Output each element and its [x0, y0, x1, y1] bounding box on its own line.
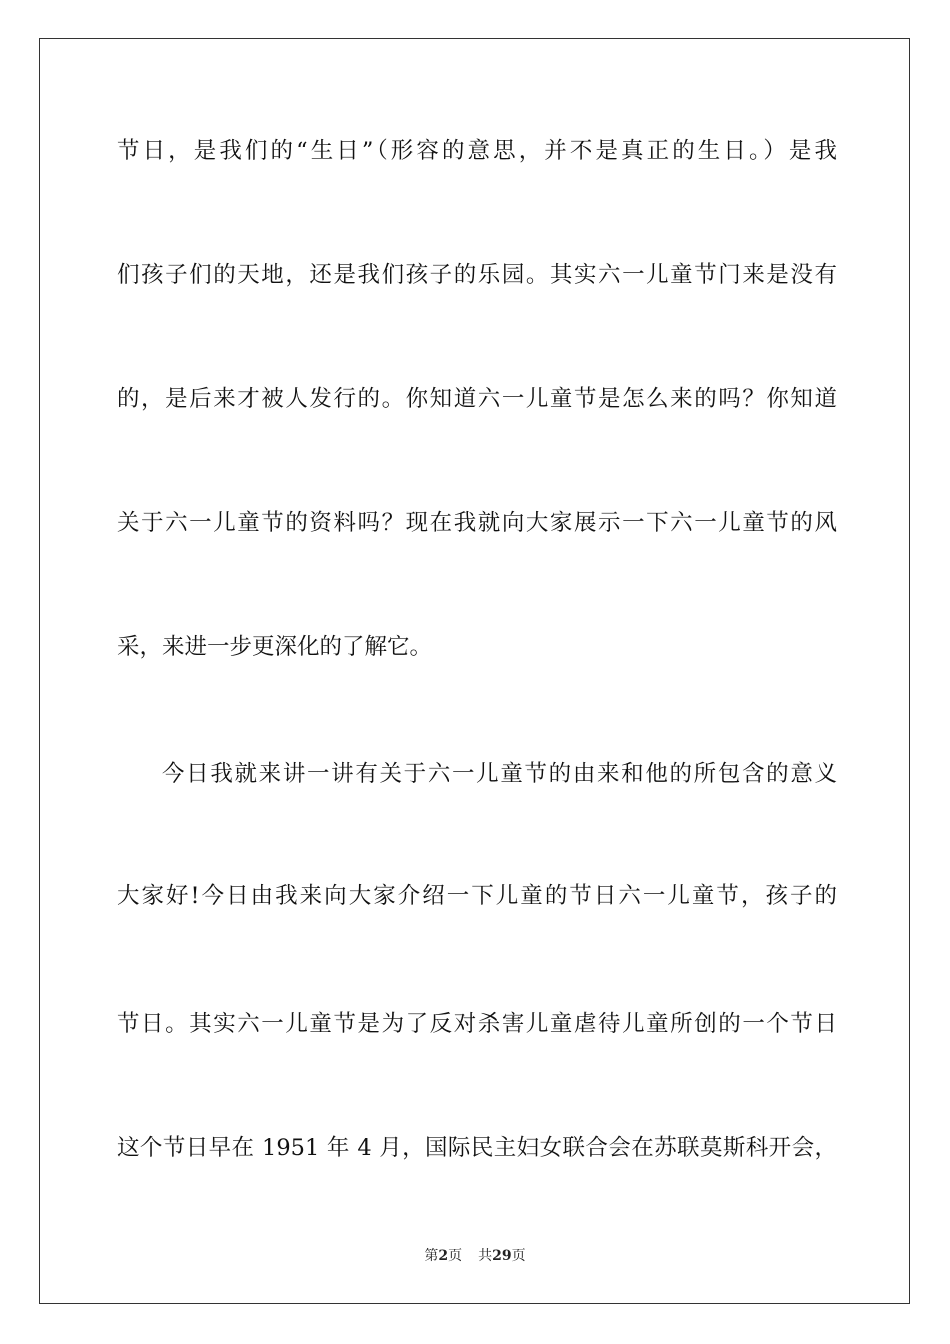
body-line-8: 节日。其实六一儿童节是为了反对杀害儿童虐待儿童所创的一个节日 — [117, 1011, 837, 1037]
body-line-2: 们孩子们的天地，还是我们孩子的乐园。其实六一儿童节门来是没有 — [117, 262, 837, 288]
body-line-3: 的，是后来才被人发行的。你知道六一儿童节是怎么来的吗？你知道 — [117, 386, 837, 412]
body-line-9: 这个节日早在 1951 年 4 月，国际民主妇女联合会在苏联莫斯科开会， — [117, 1135, 837, 1161]
footer-total-prefix: 共 — [478, 1248, 493, 1264]
footer-total-pages: 29 — [492, 1248, 512, 1264]
footer-total-suffix: 页 — [511, 1248, 526, 1264]
body-line-1: 节日，是我们的“生日”（形容的意思，并不是真正的生日。）是我 — [117, 138, 837, 164]
body-line-4: 关于六一儿童节的资料吗？现在我就向大家展示一下六一儿童节的风 — [117, 510, 837, 536]
page-border — [39, 38, 910, 1304]
footer-page-prefix: 第 — [424, 1248, 439, 1264]
footer-page-suffix: 页 — [448, 1248, 463, 1264]
body-line-6: 今日我就来讲一讲有关于六一儿童节的由来和他的所包含的意义 — [162, 761, 837, 787]
body-line-5: 采，来进一步更深化的了解它。 — [117, 634, 433, 660]
footer-page-number: 2 — [438, 1248, 449, 1264]
page-footer — [0, 1247, 950, 1265]
body-line-7: 大家好!今日由我来向大家介绍一下儿童的节日六一儿童节，孩子的 — [117, 883, 837, 909]
